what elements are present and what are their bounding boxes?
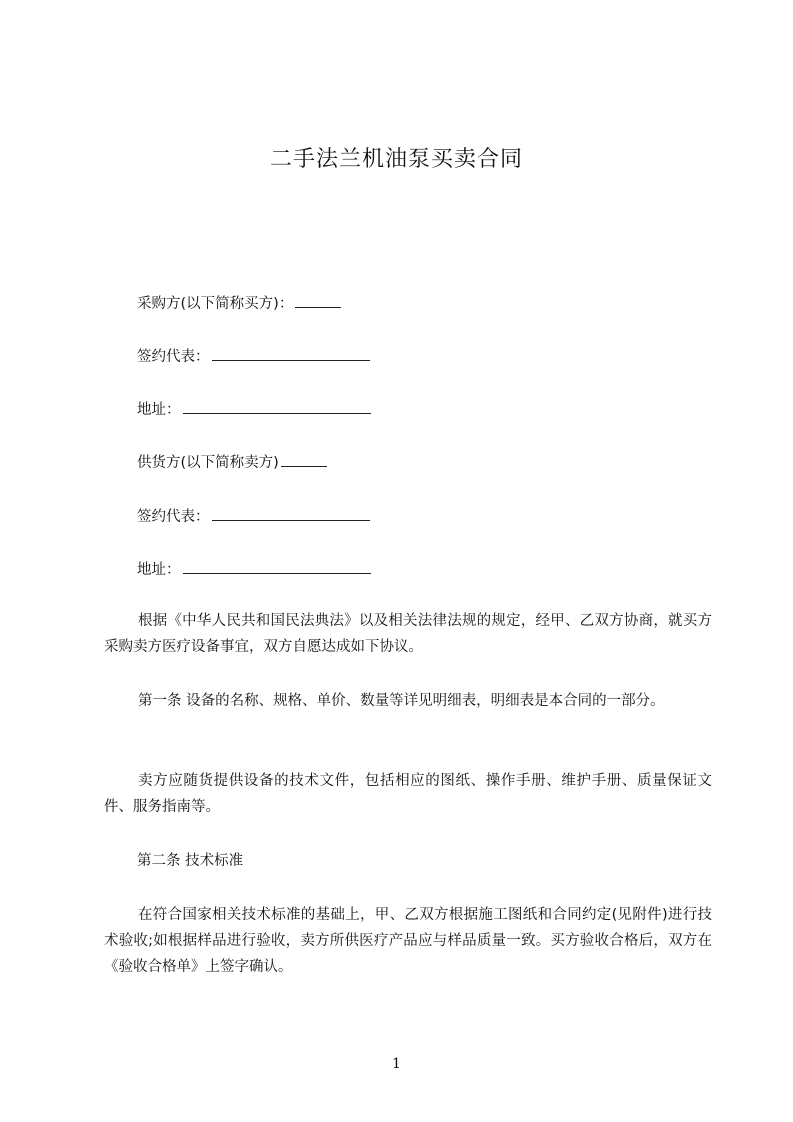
buyer-address-label: 地址： bbox=[137, 402, 181, 418]
seller-field bbox=[137, 452, 327, 473]
buyer-field bbox=[137, 293, 341, 314]
article-2-heading: 第二条 技术标准 bbox=[137, 853, 244, 869]
seller-address-blank[interactable] bbox=[183, 559, 371, 574]
buyer-rep-field bbox=[137, 346, 370, 367]
seller-blank[interactable] bbox=[281, 452, 327, 467]
buyer-address-blank[interactable] bbox=[183, 399, 371, 414]
article-2-paragraph: 在符合国家相关技术标准的基础上，甲、乙双方根据施工图纸和合同约定(见附件)进行技术验收;如根据样品进行验收，卖方所供医疗产品应与样品质量一致。买方验收合格后，双方在《验收合格单》上签字确认。 bbox=[104, 907, 712, 975]
seller-address-field bbox=[137, 559, 371, 580]
page-title: 二手法兰机油泵买卖合同 bbox=[269, 147, 523, 172]
seller-rep-label: 签约代表： bbox=[137, 509, 210, 525]
seller-address-label: 地址： bbox=[137, 562, 181, 578]
buyer-address-field bbox=[137, 399, 371, 420]
buyer-rep-blank[interactable] bbox=[212, 346, 370, 361]
preamble-paragraph: 根据《中华人民共和国民法典法》以及相关法律法规的规定，经甲、乙双方协商，就买方采购卖方医疗设备事宜，双方自愿达成如下协议。 bbox=[104, 613, 712, 655]
article-1-paragraph: 第一条 设备的名称、规格、单价、数量等详见明细表，明细表是本合同的一部分。 bbox=[138, 693, 665, 709]
seller-rep-field bbox=[137, 506, 370, 527]
seller-rep-blank[interactable] bbox=[212, 506, 370, 521]
article-1-note-paragraph: 卖方应随货提供设备的技术文件，包括相应的图纸、操作手册、维护手册、质量保证文件、服务指南等。 bbox=[104, 773, 712, 815]
buyer-blank[interactable] bbox=[295, 293, 341, 308]
buyer-label: 采购方(以下简称买方)： bbox=[137, 296, 294, 312]
page-number: 1 bbox=[392, 1056, 401, 1072]
seller-label: 供货方(以下简称卖方) bbox=[137, 455, 279, 471]
buyer-rep-label: 签约代表： bbox=[137, 349, 210, 365]
